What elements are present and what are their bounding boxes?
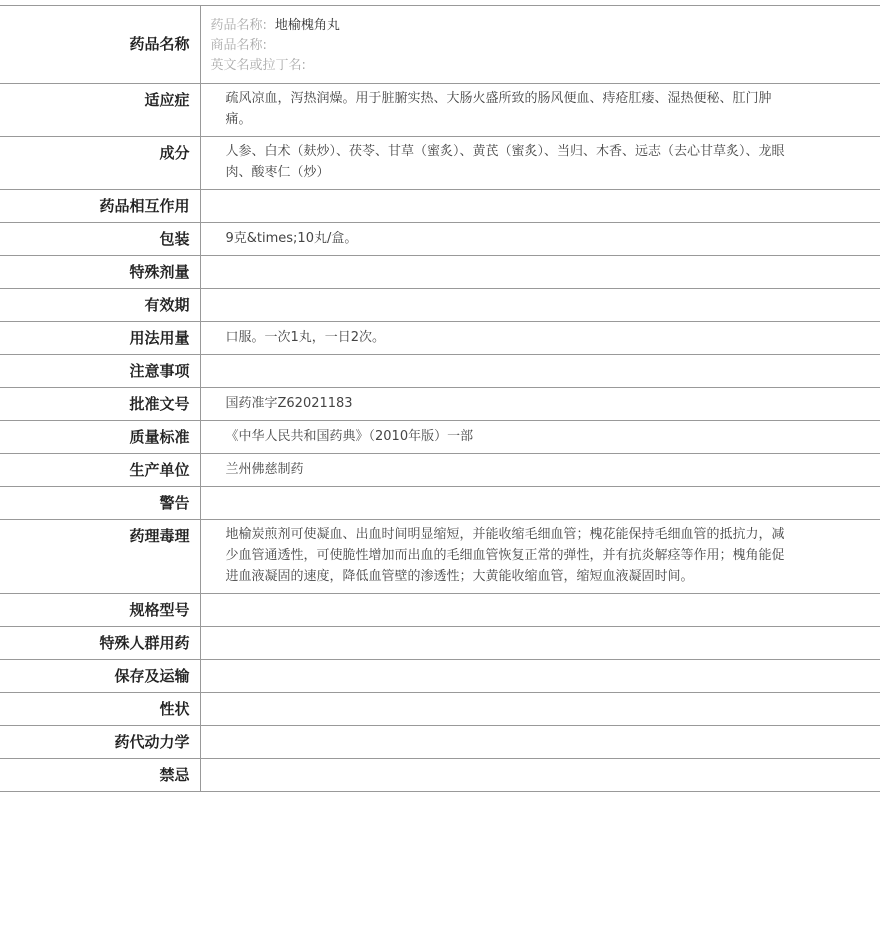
pharmacology-row bbox=[0, 520, 880, 594]
approval-row bbox=[0, 388, 880, 421]
drug-name-label: 药品名称 bbox=[0, 6, 200, 84]
ingredients-value: 人参、白术（麸炒）、茯苓、甘草（蜜炙）、黄芪（蜜炙）、当归、木香、远志（去心甘草炙）、龙眼肉、酸枣仁（炒） bbox=[200, 137, 880, 190]
properties-label: 性状 bbox=[0, 693, 200, 726]
generic-name-line bbox=[211, 16, 880, 36]
ingredients-row bbox=[0, 137, 880, 190]
manufacturer-value: 兰州佛慈制药 bbox=[200, 454, 880, 487]
special-dosage-label: 特殊剂量 bbox=[0, 256, 200, 289]
storage-row bbox=[0, 660, 880, 693]
specification-value bbox=[200, 594, 880, 627]
special-dosage-value bbox=[200, 256, 880, 289]
approval-label: 批准文号 bbox=[0, 388, 200, 421]
pharmacokinetics-value bbox=[200, 726, 880, 759]
special-population-row bbox=[0, 627, 880, 660]
pharmacokinetics-label: 药代动力学 bbox=[0, 726, 200, 759]
specification-label: 规格型号 bbox=[0, 594, 200, 627]
warning-row bbox=[0, 487, 880, 520]
drug-name-values bbox=[200, 6, 880, 84]
properties-value bbox=[200, 693, 880, 726]
properties-row bbox=[0, 693, 880, 726]
indications-value: 疏风凉血，泻热润燥。用于脏腑实热、大肠火盛所致的肠风便血、痔疮肛瘘、湿热便秘、肛门肿痛。 bbox=[200, 84, 880, 137]
special-population-label: 特殊人群用药 bbox=[0, 627, 200, 660]
generic-name-value: 地榆槐角丸 bbox=[274, 18, 340, 33]
precautions-value bbox=[200, 355, 880, 388]
packaging-value: 9克&times;10丸/盒。 bbox=[200, 223, 880, 256]
indications-row bbox=[0, 84, 880, 137]
interactions-label: 药品相互作用 bbox=[0, 190, 200, 223]
storage-label: 保存及运输 bbox=[0, 660, 200, 693]
validity-value bbox=[200, 289, 880, 322]
storage-value bbox=[200, 660, 880, 693]
standard-row bbox=[0, 421, 880, 454]
contraindications-row bbox=[0, 759, 880, 792]
precautions-row bbox=[0, 355, 880, 388]
validity-label: 有效期 bbox=[0, 289, 200, 322]
warning-value bbox=[200, 487, 880, 520]
warning-label: 警告 bbox=[0, 487, 200, 520]
precautions-label: 注意事项 bbox=[0, 355, 200, 388]
special-population-value bbox=[200, 627, 880, 660]
usage-value: 口服。一次1丸，一日2次。 bbox=[200, 322, 880, 355]
pharmacology-label: 药理毒理 bbox=[0, 520, 200, 594]
packaging-label: 包装 bbox=[0, 223, 200, 256]
standard-value: 《中华人民共和国药典》（2010年版）一部 bbox=[200, 421, 880, 454]
manufacturer-row bbox=[0, 454, 880, 487]
trade-name-key: 商品名称: bbox=[210, 38, 267, 53]
trade-name-line bbox=[211, 36, 880, 56]
generic-name-key: 药品名称: bbox=[210, 18, 267, 33]
ingredients-label: 成分 bbox=[0, 137, 200, 190]
pharmacokinetics-row bbox=[0, 726, 880, 759]
indications-label: 适应症 bbox=[0, 84, 200, 137]
specification-row bbox=[0, 594, 880, 627]
drug-info-table bbox=[0, 5, 880, 792]
drug-name-row bbox=[0, 6, 880, 84]
english-name-line bbox=[211, 56, 880, 76]
contraindications-label: 禁忌 bbox=[0, 759, 200, 792]
usage-row bbox=[0, 322, 880, 355]
packaging-row bbox=[0, 223, 880, 256]
usage-label: 用法用量 bbox=[0, 322, 200, 355]
special-dosage-row bbox=[0, 256, 880, 289]
interactions-row bbox=[0, 190, 880, 223]
contraindications-value bbox=[200, 759, 880, 792]
approval-value: 国药准字Z62021183 bbox=[200, 388, 880, 421]
english-name-key: 英文名或拉丁名: bbox=[210, 58, 306, 73]
validity-row bbox=[0, 289, 880, 322]
interactions-value bbox=[200, 190, 880, 223]
manufacturer-label: 生产单位 bbox=[0, 454, 200, 487]
standard-label: 质量标准 bbox=[0, 421, 200, 454]
pharmacology-value: 地榆炭煎剂可使凝血、出血时间明显缩短，并能收缩毛细血管；槐花能保持毛细血管的抵抗力，减少血管通透性，可使脆性增加而出血的毛细血管恢复正常的弹性，并有抗炎解痉等作用；槐角能促进血液凝固的速度，降低血管壁的渗透性；大黄能收缩血管，缩短血液凝固时间。 bbox=[200, 520, 880, 594]
